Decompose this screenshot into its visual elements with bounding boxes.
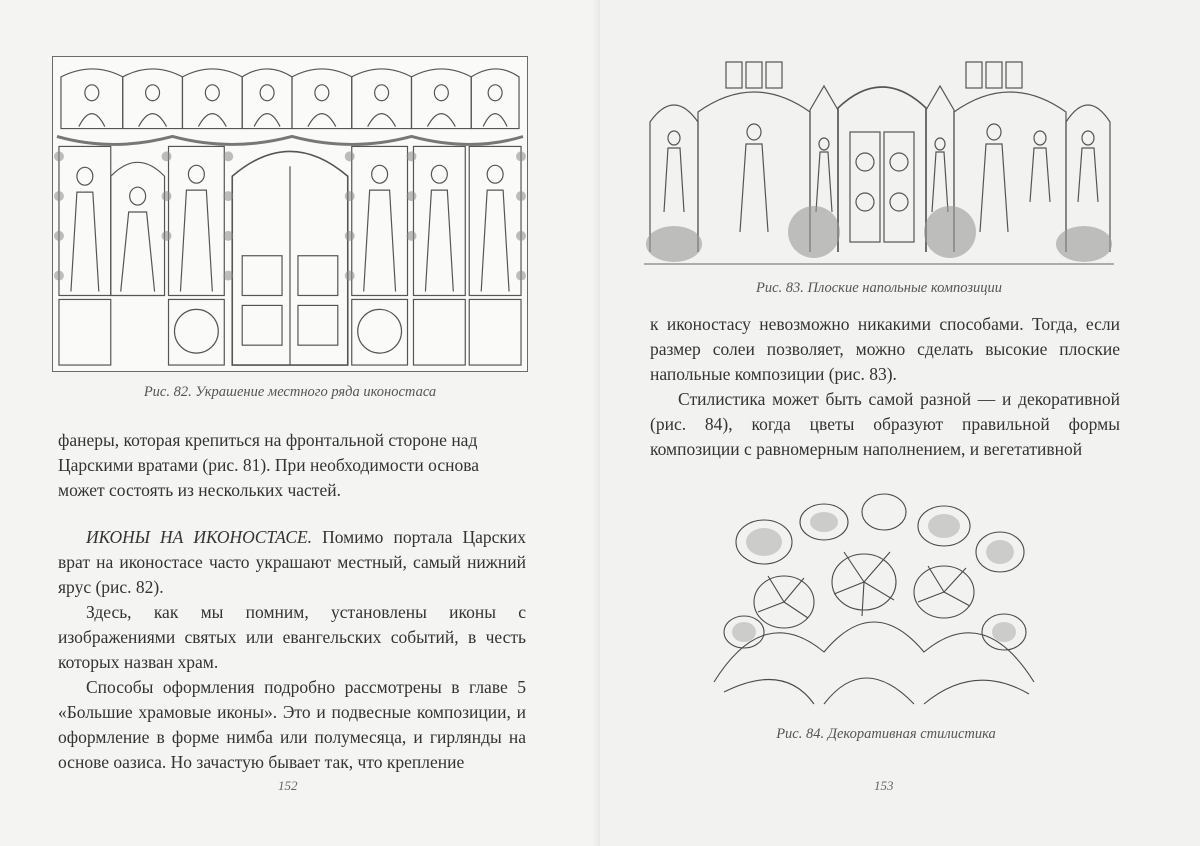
paragraph-line: фанеры, которая крепиться на фронтальной стороне над [58, 430, 478, 450]
right-page [600, 0, 1200, 846]
paragraph: к иконостасу невозможно никакими способами. Тогда, если размер солеи позволяет, можно сделать высокие плоские напольные композиции (рис. 83). [650, 314, 1120, 384]
paragraph: Стилистика может быть самой разной — и декоративной (рис. 84), когда цветы образуют правильной формы композиции с равномерным наполнением, и вегетативной [650, 389, 1120, 459]
figure-83-caption: Рис. 83. Плоские напольные композиции [755, 280, 1003, 296]
paragraph: Способы оформления подробно рассмотрены в главе 5 «Большие храмовые иконы». Это и подвесные композиции, и оформление в форме нимба или полумесяца, и гирлянды на основе оазиса. Но зачастую бывает так, что крепление [58, 677, 526, 772]
left-page-body [58, 428, 526, 775]
section-heading-inline: ИКОНЫ НА ИКОНОСТАСЕ. [86, 527, 313, 547]
figure-84-decorative-flowers-illustration [704, 482, 1044, 710]
page-number-left: 152 [278, 778, 298, 793]
figure-83-floor-compositions-illustration [644, 52, 1114, 270]
figure-82-iconostasis-illustration [52, 56, 528, 372]
figure-82-caption: Рис. 82. Украшение местного ряда иконостаса [143, 384, 437, 400]
paragraph-line: может состоять из нескольких частей. [58, 480, 341, 500]
page-number-right: 153 [874, 778, 894, 793]
paragraph: Здесь, как мы помним, установлены иконы с изображениями святых или евангельских событий, в честь которых назван храм. [58, 602, 526, 672]
paragraph-icons-on-iconostasis: ИКОНЫ НА ИКОНОСТАСЕ. Помимо портала Царских врат на иконостасе часто украшают местный, самый нижний ярус (рис. 82). [58, 527, 526, 597]
figure-84-caption: Рис. 84. Декоративная стилистика [776, 726, 996, 742]
right-page-body [650, 312, 1120, 462]
paragraph-line: Царскими вратами (рис. 81). При необходимости основа [58, 455, 480, 475]
